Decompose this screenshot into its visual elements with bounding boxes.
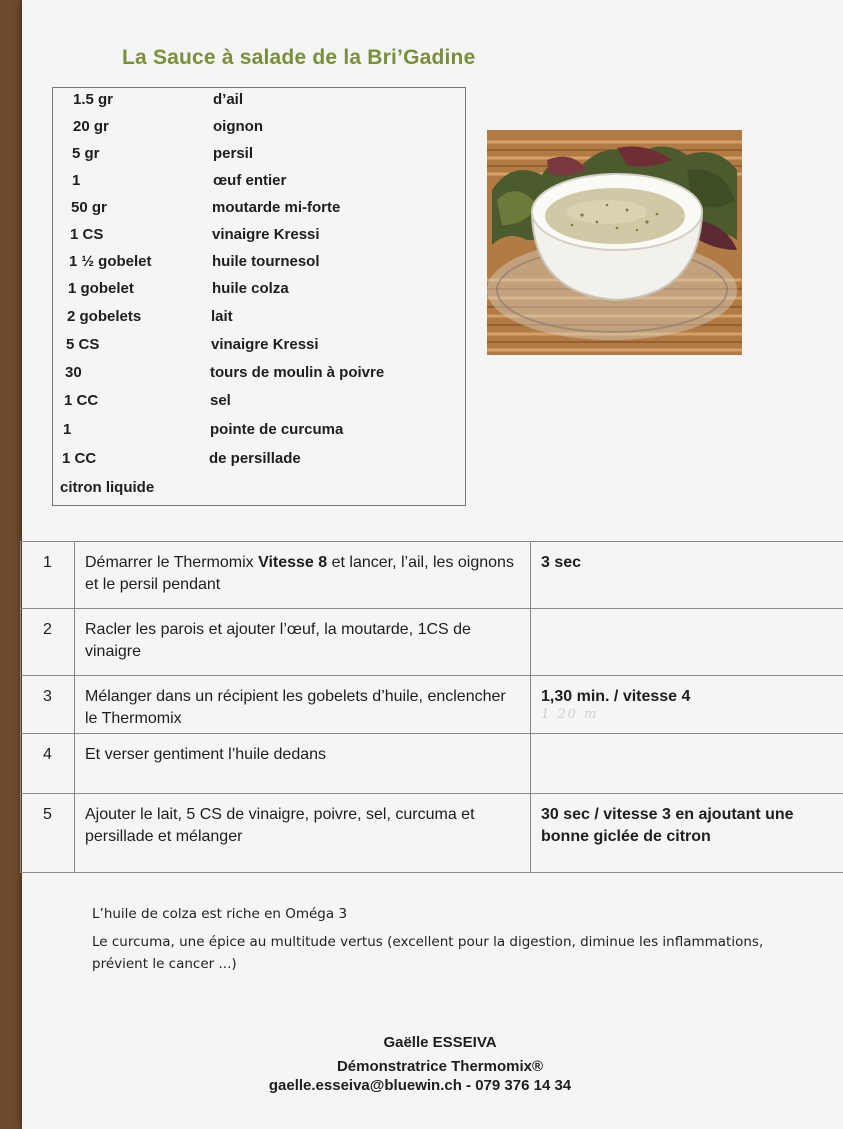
- step-instruction: Ajouter le lait, 5 CS de vinaigre, poivre, sel, curcuma et persillade et mélanger: [75, 794, 531, 873]
- ingredient-quantity: 1: [72, 172, 81, 189]
- ingredient-row: [53, 392, 467, 418]
- ingredient-name: huile colza: [212, 280, 289, 297]
- ingredient-row: [53, 91, 467, 117]
- ingredient-quantity: 1 gobelet: [68, 280, 134, 297]
- ingredient-name: œuf entier: [213, 172, 287, 189]
- ingredient-row: [53, 226, 467, 252]
- step-instruction: [75, 542, 531, 609]
- ingredient-row: [53, 118, 467, 144]
- step-time: 1,30 min. / vitesse 4: [541, 688, 691, 705]
- ingredient-name: lait: [211, 308, 233, 325]
- ingredient-row: [53, 280, 467, 306]
- sauce-bowl-image: [487, 130, 742, 355]
- ingredient-name: sel: [210, 392, 231, 409]
- step-instruction: Et verser gentiment l’huile dedans: [75, 734, 531, 794]
- ingredient-name: vinaigre Kressi: [212, 226, 320, 243]
- ingredient-row: [53, 172, 467, 198]
- step-row: [21, 542, 843, 609]
- note-colza: L’huile de colza est riche en Oméga 3: [92, 906, 348, 922]
- ingredient-row: [53, 308, 467, 334]
- signature-name: Gaëlle ESSEIVA: [383, 1034, 497, 1051]
- ingredient-name: huile tournesol: [212, 253, 320, 270]
- ingredient-name: de persillade: [209, 450, 301, 467]
- ingredient-quantity: 50 gr: [71, 199, 107, 216]
- ingredient-quantity: 1: [63, 421, 72, 438]
- ingredient-quantity: citron liquide: [60, 479, 155, 496]
- step-row: [21, 609, 843, 676]
- step-time: 30 sec / vitesse 3 en ajoutant une bonne giclée de citron: [531, 794, 843, 873]
- step-instruction: Racler les parois et ajouter l’œuf, la moutarde, 1CS de vinaigre: [75, 609, 531, 676]
- ingredient-name: oignon: [213, 118, 263, 135]
- step-row: [21, 734, 843, 794]
- ingredient-name: pointe de curcuma: [210, 421, 344, 438]
- ingredient-name: vinaigre Kressi: [211, 336, 319, 353]
- ingredient-quantity: 5 gr: [72, 145, 100, 162]
- ingredient-row: [53, 450, 467, 476]
- step-time: [531, 734, 843, 794]
- step-number: 2: [21, 609, 75, 676]
- ingredient-name: persil: [213, 145, 254, 162]
- ingredient-quantity: 20 gr: [73, 118, 109, 135]
- signature-role: Démonstratrice Thermomix®: [336, 1058, 544, 1075]
- step-row: [21, 794, 843, 873]
- handwritten-note: 1 20 m: [541, 707, 599, 722]
- ingredient-name: tours de moulin à poivre: [210, 364, 385, 381]
- step-number: 1: [21, 542, 75, 609]
- ingredient-name: d’ail: [213, 91, 244, 108]
- step-number: 5: [21, 794, 75, 873]
- ingredient-row: [53, 364, 467, 390]
- sauce-bowl-photo: [487, 130, 742, 355]
- ingredient-quantity: 1 ½ gobelet: [69, 253, 152, 270]
- ingredient-quantity: 2 gobelets: [67, 308, 142, 325]
- step-row: [21, 676, 843, 734]
- ingredient-quantity: 1.5 gr: [73, 91, 114, 108]
- step-number: 3: [21, 676, 75, 734]
- ingredient-row: [53, 421, 467, 447]
- step-time: 3 sec: [531, 542, 843, 609]
- ingredient-row: [53, 199, 467, 225]
- ingredient-quantity: 1 CC: [62, 450, 97, 467]
- note-curcuma: Le curcuma, une épice au multitude vertus (excellent pour la digestion, diminue les inflammations, prévient le cancer ...): [92, 934, 764, 972]
- ingredient-quantity: 30: [65, 364, 82, 381]
- ingredient-row: [53, 479, 467, 505]
- step-number: 4: [21, 734, 75, 794]
- steps-table: [20, 541, 843, 873]
- step-time-cell: [531, 676, 843, 734]
- ingredient-row: [53, 145, 467, 171]
- ingredient-quantity: 1 CS: [70, 226, 104, 243]
- ingredient-quantity: 1 CC: [64, 392, 99, 409]
- step-text: Démarrer le Thermomix: [85, 554, 259, 571]
- step-text-rest: et lancer, l’ail, les oignons et le persil pendant: [85, 554, 514, 593]
- ingredient-name: moutarde mi-forte: [212, 199, 341, 216]
- ingredient-quantity: 5 CS: [66, 336, 100, 353]
- step-time: [531, 609, 843, 676]
- ingredient-row: [53, 336, 467, 362]
- signature-contact: gaelle.esseiva@bluewin.ch - 079 376 14 34: [268, 1077, 572, 1094]
- step-speed: Vitesse 8: [258, 554, 328, 571]
- step-instruction: Mélanger dans un récipient les gobelets d’huile, enclencher le Thermomix: [75, 676, 531, 734]
- ingredients-box: [52, 87, 466, 506]
- recipe-title: La Sauce à salade de la Bri’Gadine: [122, 46, 476, 69]
- ingredient-row: [53, 253, 467, 279]
